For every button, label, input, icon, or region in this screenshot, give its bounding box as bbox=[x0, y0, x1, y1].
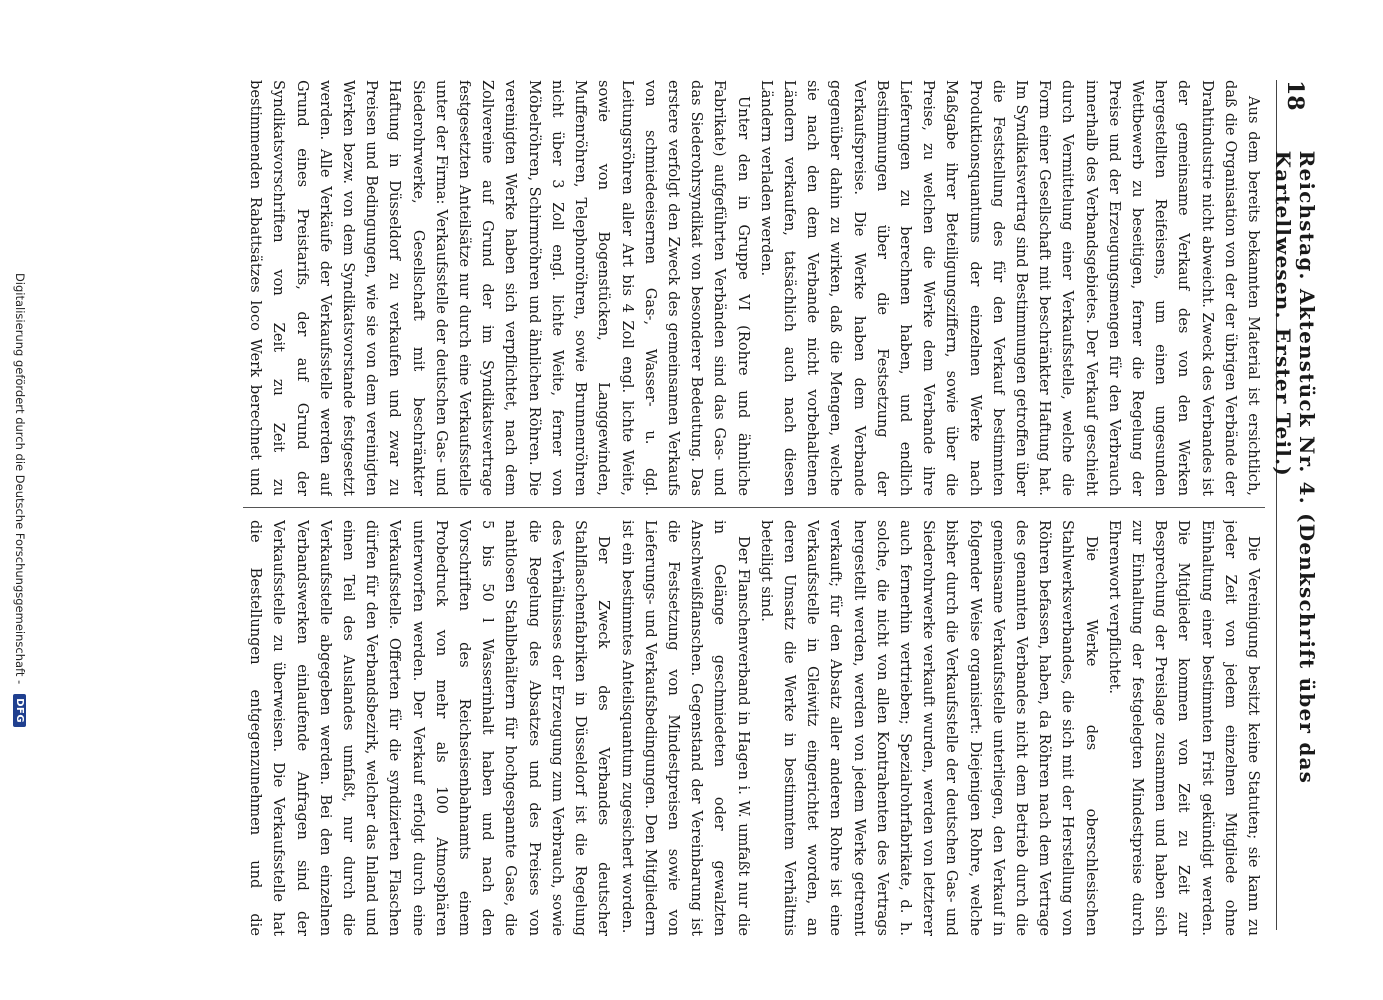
text-column-right bbox=[243, 520, 1265, 936]
paragraph: Die Werke des oberschlesischen Stahlwerksverbandes, die sich mit der Herstellung von Röhren befassen, haben, da Röhren nach dem Vertrage des genannten Verbandes nicht dem Betrieb durch die gemeinsame Verkaufsstelle unterliegen, den Verkauf in folgender Weise organisiert: Diejenigen Rohre, welche bisher durch die Verkaufsstelle der deutschen Gas- und Siederohrwerke verkauft wurden, werden von letzterer auch fernerhin vertrieben; Spezialrohrfabrikate, d. h. solche, die nicht von allen Kontrahenten des Vertrags hergestellt werden, werden von jedem Werke getrennt verkauft; für den Absatz aller anderen Rohre ist eine Verkaufsstelle in Gleiwitz eingerichtet worden, an deren Umsatz die Werke in bestimmtem Verhältnis beteiligt sind. bbox=[757, 520, 1100, 936]
paragraph: Unter den in Gruppe VI (Rohre und ähnliche Fabrikate) aufgeführten Verbänden sind das Gas- und das Siederohrsyndikat von besonderer Bedeutung. Das erstere verfolgt den Zweck des gemeinsamen Verkaufs von schmiedeeisernen Gas-, Wasser- u. dgl. Leitungsröhren aller Art bis 4 Zoll engl. lichte Weite, sowie von Bogenstücken, Langgewinden, Muffenröhren, Telephonröhren, sowie Brunnenröhren nicht über 3 Zoll engl. lichte Weite, ferner von Möbelröhren, Schirmröhren und ähnlichen Röhren. Die vereinigten Werke haben sich verpflichtet, nach dem Zollvereine auf Grund der im Syndikatsvertrage festgesetzten Anteilsätze nur durch eine Verkaufsstelle unter der Firma: Verkaufsstelle der deutschen Gas- und Siederohrwerke, Gesellschaft mit beschränkter Haftung in Düsseldorf zu verkaufen und zwar zu Preisen und Bedingungen, wie sie von dem vereinigten Werken bezw. von dem Syndikatsvorstande festgesetzt werden. Alle Verkäufe der Verkaufsstelle werden auf Grund eines Preistarifs, der auf Grund der Syndikatsvorschriften von Zeit zu Zeit zu bestimmenden Rabattsätzes loco Werk berechnet und bbox=[247, 80, 752, 496]
column-divider bbox=[243, 507, 1265, 508]
text-column-left bbox=[243, 80, 1265, 496]
paragraph: Die Vereinigung besitzt keine Statuten; sie kann zu jeder Zeit von jedem einzelnen Mitgliede ohne Einhaltung einer bestimmten Frist gekündigt werden. Die Mitglieder kommen von Zeit zu Zeit zur Besprechung der Preislage zusammen und haben sich zur Einhaltung der festgelegten Mindestpreise durch Ehrenwort verpflichtet. bbox=[1105, 520, 1262, 936]
digitization-note-text: Digitalisierung gefördert durch die Deutsche Forschungsgemeinschaft - bbox=[13, 272, 27, 685]
page-header bbox=[1271, 80, 1319, 930]
running-title: Reichstag. Aktenstück Nr. 4. (Denkschrift über das Kartellwesen. Erster Teil.) bbox=[1271, 150, 1319, 785]
paragraph: Aus dem bereits bekannten Material ist ersichtlich, daß die Organisation von der der übrigen Verbände der Drahtindustrie nicht abweicht. Zweck des Verbandes ist der gemeinsame Verkauf des von den Werken hergestellten Reifeisens, um einen ungesunden Wettbewerb zu beseitigen, ferner die Regelung der Preise und der Erzeugungsmengen für den Verbrauch innerhalb des Verbandsgebietes. Der Verkauf geschieht durch Vermittelung einer Verkaufsstelle, welche die Form einer Gesellschaft mit beschränkter Haftung hat. Im Syndikatsvertrag sind Bestimmungen getroffen über die Feststellung des für den Verkauf bestimmten Produktionsquantums der einzelnen Werke nach Maßgabe ihrer Beteiligungsziffern, sowie über die Preise, zu welchen die Werke dem Verbande ihre Lieferungen zu berechnen haben, und endlich Bestimmungen über die Festsetzung der Verkaufspreise. Die Werke haben dem Verbande gegenüber dahin zu wirken, daß die Mengen, welche sie nach den dem Verbande nicht vorbehaltenen Ländern verkaufen, tatsächlich auch nach diesen Ländern verladen werden. bbox=[757, 80, 1262, 496]
paragraph: Der Zweck des Verbandes deutscher Stahlflaschenfabriken in Düsseldorf ist die Regelung des Verhältnisses der Erzeugung zum Verbrauch, sowie die Regelung des Absatzes und des Preises von nahtlosen Stahlbehältern für hochgespannte Gase, die 5 bis 50 l Wasserinhalt haben und nach den Vorschriften des Reichseisenbahnamts einem Probedruck von mehr als 100 Atmosphären unterworfen werden. Der Verkauf erfolgt durch eine Verkaufsstelle. Offerten für die syndizierten Flaschen dürfen für den Verbandsbezirk, welcher das Inland und einen Teil des Auslandes umfaßt, nur durch die Verkaufsstelle abgegeben werden. Bei den einzelnen Verbandswerken einlaufende Anfragen sind der Verkaufsstelle zu überweisen. Die Verkaufsstelle hat die Bestellungen entgegenzunehmen und die bbox=[247, 520, 613, 936]
page-number: 18 bbox=[1282, 80, 1308, 111]
dfg-logo: DFG bbox=[14, 694, 27, 727]
digitization-note bbox=[9, 0, 31, 1000]
paragraph: Der Flanschenverband in Hagen i. W. umfaßt nur die in Gelänge geschmiedeten oder gewalzten Anschweißflanschen. Gegenstand der Vereinbarung ist die Festsetzung von Mindestpreisen sowie von Lieferungs- und Verkaufsbedingungen. Den Mitgliedern ist ein bestimmtes Anteilsquantum zugesichert worden. bbox=[618, 520, 752, 936]
